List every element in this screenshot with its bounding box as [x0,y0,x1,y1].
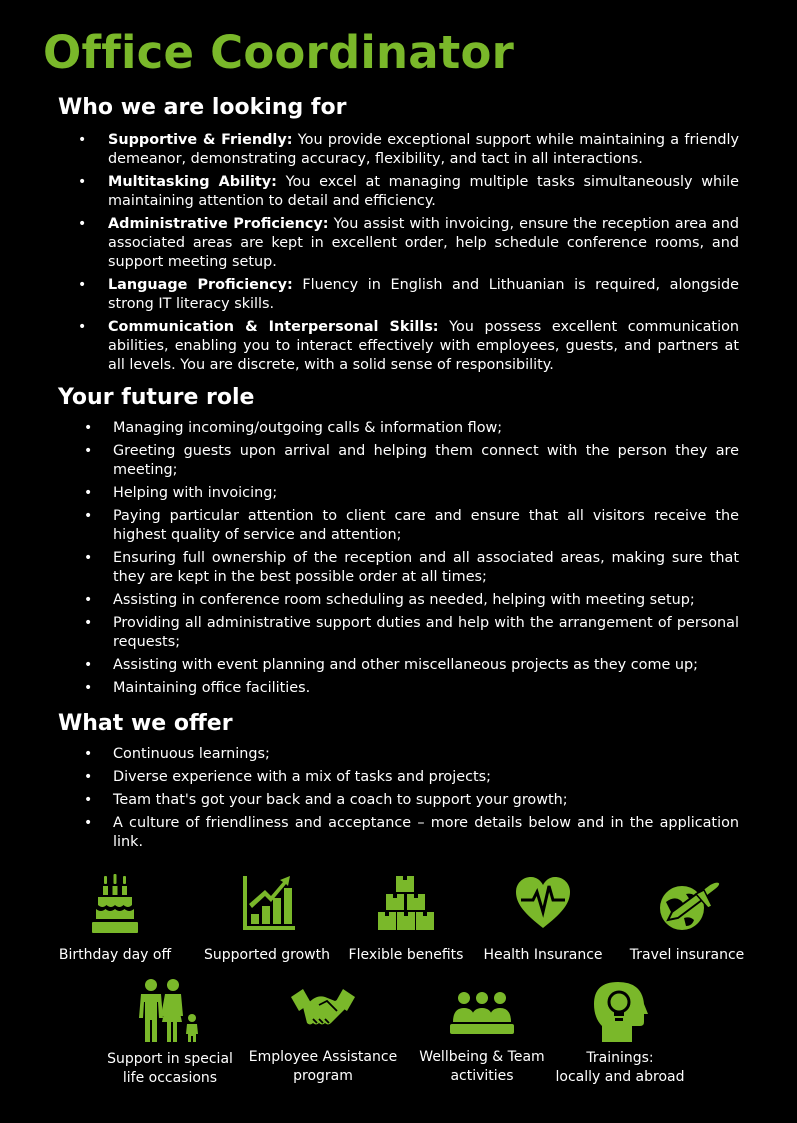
future-role-heading: Your future role [58,385,255,410]
list-item: • Maintaining office facilities. [58,679,739,698]
looking-for-heading: Who we are looking for [58,95,347,120]
benefit-label-line2: locally and abroad [555,1069,685,1085]
list-item: • Helping with invoicing; [58,484,739,503]
handshake-icon [289,985,357,1035]
benefit-employee-assistance [247,985,399,1086]
list-item: • Ensuring full ownership of the reception and all associated areas, making sure that they are kept in the best possible order at all times; [58,549,739,587]
looking-for-section [58,93,742,379]
benefit-travel [626,872,748,965]
item-label: Language Proficiency: [108,277,293,293]
list-item: • Team that's got your back and a coach to support your growth; [58,791,739,810]
item-label: Communication & Interpersonal Skills: [108,319,439,335]
list-item: • Assisting in conference room scheduling as needed, helping with meeting setup; [58,591,739,610]
offer-heading: What we offer [58,711,233,736]
benefit-growth [201,872,333,965]
item-text: You assist with invoicing, ensure the reception area and associated areas are kept in excellent order, help schedule conference rooms, and support meeting setup. [108,216,739,270]
list-item [58,215,739,272]
list-item: • Diverse experience with a mix of tasks and projects; [58,768,739,787]
list-item [58,173,739,211]
looking-for-list [58,131,742,375]
item-text: You provide exceptional support while maintaining a friendly demeanor, demonstrating accuracy, flexibility, and tact in all interactions. [108,132,739,167]
benefit-label: Travel insurance [629,947,745,963]
benefit-label-line2: activities [450,1068,514,1084]
item-label: Multitasking Ability: [108,174,277,190]
list-item: • Continuous learnings; [58,745,739,764]
list-item [58,318,739,375]
family-icon [135,978,205,1044]
list-item [58,276,739,314]
boxes-icon [376,872,436,936]
list-item [58,131,739,169]
offer-list [58,745,742,852]
benefit-label-line1: Wellbeing & Team [419,1049,545,1065]
list-item: • Providing all administrative support duties and help with the arrangement of personal requests; [58,614,739,652]
benefit-label: Flexible benefits [348,947,464,963]
benefit-label-line2: life occasions [122,1070,218,1086]
benefit-label-line1: Support in special [107,1051,233,1067]
benefit-label: Health Insurance [483,947,603,963]
team-icon [450,990,514,1036]
benefit-label: Birthday day off [58,947,172,963]
plane-globe-icon [652,872,722,936]
future-role-section [58,383,742,702]
list-item: • Managing incoming/outgoing calls & information flow; [58,419,739,438]
item-text: Fluency in English and Lithuanian is required, alongside strong IT literacy skills. [108,277,739,312]
item-label: Administrative Proficiency: [108,216,329,232]
offer-section [58,709,742,856]
page-title: Office Coordinator [43,26,515,79]
benefit-special-occasions [104,978,236,1088]
benefit-label-line1: Trainings: [586,1050,654,1066]
list-item: • Greeting guests upon arrival and helping them connect with the person they are meeting; [58,442,739,480]
item-text: You possess excellent communication abilities, enabling you to interact effectively with employees, guests, and partners at all levels. You are discrete, with a solid sense of responsibility. [108,319,739,373]
future-role-list [58,419,742,698]
head-bulb-icon [592,980,648,1044]
item-text: You excel at managing multiple tasks simultaneously while maintaining attention to detail and efficiency. [108,174,739,209]
heart-pulse-icon [513,872,573,936]
benefit-label-line2: program [293,1068,353,1084]
benefit-wellbeing [413,990,551,1086]
growth-chart-icon [237,872,297,936]
benefit-trainings [551,980,689,1087]
item-label: Supportive & Friendly: [108,132,293,148]
birthday-cake-icon [90,872,140,936]
list-item: • Assisting with event planning and other miscellaneous projects as they come up; [58,656,739,675]
benefit-health [478,872,608,965]
list-item: • A culture of friendliness and acceptance – more details below and in the application link. [58,814,739,852]
benefit-label: Supported growth [203,947,330,963]
benefit-birthday [55,872,175,965]
benefit-label-line1: Employee Assistance [248,1049,398,1065]
list-item: • Paying particular attention to client care and ensure that all visitors receive the highest quality of service and attention; [58,507,739,545]
benefit-flexible [345,872,467,965]
